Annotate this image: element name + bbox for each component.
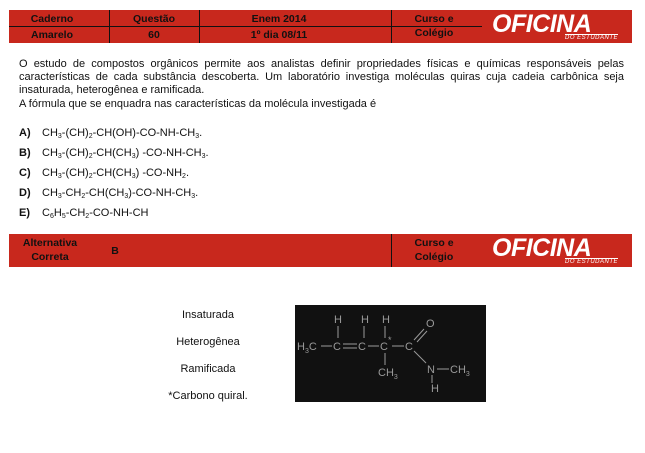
exam-day: 1º dia 08/11 xyxy=(250,29,308,41)
question-intro: O estudo de compostos orgânicos permite aos analistas definir propriedades físicas e químicas responsáveis pelas características de cada substância descoberta. Um laboratório investiga moléculas quiras cuja cadeia carbônica seja insaturada, heterogênea e ramificada. xyxy=(19,58,624,97)
header-banner xyxy=(9,10,632,43)
oficina-logo xyxy=(488,234,626,265)
question-text xyxy=(19,58,624,111)
answer-curso-line2: Colégio xyxy=(414,251,454,263)
mol-c2: C xyxy=(358,341,366,353)
answer-banner xyxy=(9,234,632,267)
mol-n-ch3: $CH_3$ xyxy=(450,364,470,378)
property-heterogenea: Heterogênea xyxy=(176,336,240,348)
mol-oxygen: O xyxy=(426,318,435,330)
molecule-structure xyxy=(295,305,486,402)
exam-label: Enem 2014 xyxy=(251,13,307,25)
questao-value: 60 xyxy=(148,29,160,41)
option-formula: $CH_3-(CH)_2-CH(CH_3)$ $-CO-NH_2$. xyxy=(42,167,190,180)
answer-value: B xyxy=(111,245,119,257)
mol-ch3-branch: $CH_3$ xyxy=(378,367,398,381)
curso-line1: Curso e xyxy=(414,13,454,25)
mol-h1: H xyxy=(334,314,342,326)
property-insaturada: Insaturada xyxy=(182,309,234,321)
molecule-svg xyxy=(295,305,486,402)
mol-c3: C xyxy=(380,341,388,353)
property-carbono-quiral: *Carbono quiral. xyxy=(168,390,248,402)
curso-line2: Colégio xyxy=(414,27,454,39)
mol-nitrogen: N xyxy=(427,364,435,376)
oficina-logo xyxy=(488,10,626,41)
questao-label: Questão xyxy=(132,13,175,25)
option-formula: $C_6H_5-CH_2-CO-NH-CH$ xyxy=(42,207,149,220)
logo-sub: DO ESTUDANTE xyxy=(564,35,618,41)
option-formula: $CH_3-CH_2-CH(CH_3)-CO-NH-CH_3$. xyxy=(42,187,199,200)
answer-label-line1: Alternativa xyxy=(22,237,78,249)
caderno-value: Amarelo xyxy=(30,29,73,41)
mol-c4: C xyxy=(405,341,413,353)
mol-h3c: $H_3C$ xyxy=(297,341,317,355)
mol-h2: H xyxy=(361,314,369,326)
caderno-label: Caderno xyxy=(30,13,74,25)
logo-sub: DO ESTUDANTE xyxy=(564,259,618,265)
property-ramificada: Ramificada xyxy=(180,363,236,375)
option-formula: $CH_3-(CH)_2-CH(CH_3)$ $-CO-NH-CH_3$. xyxy=(42,147,209,160)
mol-h3: H xyxy=(382,314,390,326)
mol-n-h: H xyxy=(431,383,439,395)
question-prompt: A fórmula que se enquadra nas características da molécula investigada é xyxy=(19,97,377,110)
mol-c1: C xyxy=(333,341,341,353)
answer-label-line2: Correta xyxy=(31,251,69,263)
option-formula: $CH_3-(CH)_2-CH(OH)-CO-NH-CH_3$. xyxy=(42,127,203,140)
logo-word: OFICINA xyxy=(492,10,592,38)
logo-word: OFICINA xyxy=(492,234,592,262)
mol-chiral-star: * xyxy=(388,335,392,345)
answer-curso-line1: Curso e xyxy=(414,237,454,249)
